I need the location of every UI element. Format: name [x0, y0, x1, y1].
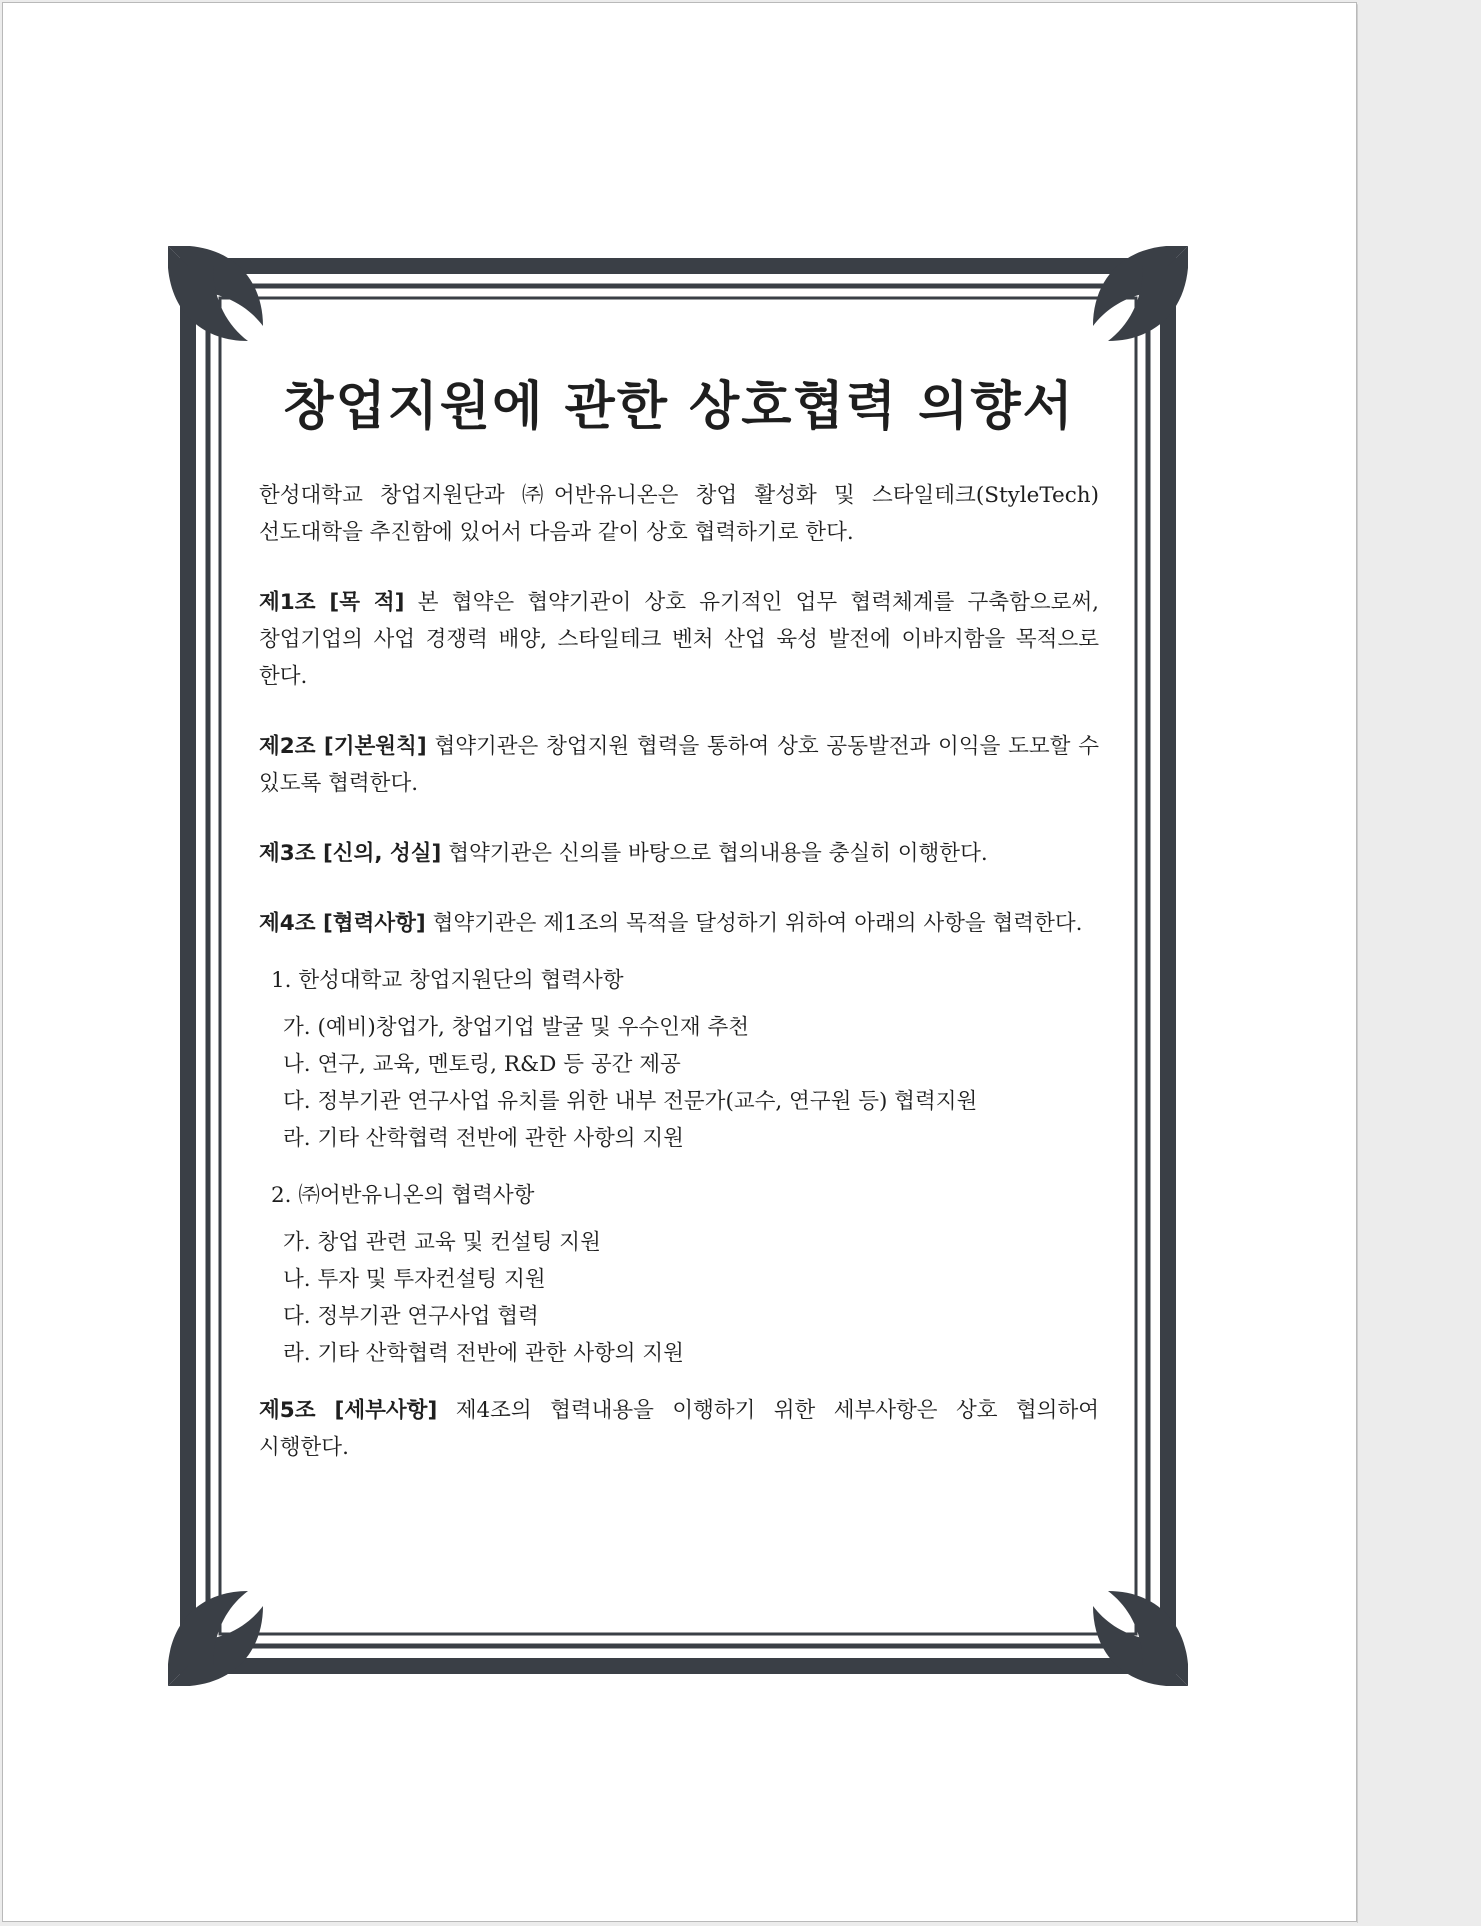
article-1-text: 본 협약은 협약기관이 상호 유기적인 업무 협력체계를 구축함으로써, 창업기업의 사업 경쟁력 배양, 스타일테크 벤처 산업 육성 발전에 이바지함을 목적으로 한다.	[259, 590, 1099, 689]
section-1-item: 가. (예비)창업가, 창업기업 발굴 및 우수인재 추천	[283, 1015, 750, 1040]
article-3-label: 제3조 [신의, 성실]	[259, 841, 442, 866]
intro-paragraph: 한성대학교 창업지원단과 ㈜어반유니온은 창업 활성화 및 스타일테크(StyleTech) 선도대학을 추진함에 있어서 다음과 같이 상호 협력하기로 한다.	[259, 483, 1099, 545]
section-2-item: 다. 정부기관 연구사업 협력	[283, 1304, 539, 1329]
section-1-item: 다. 정부기관 연구사업 유치를 위한 내부 전문가(교수, 연구원 등) 협력지원	[283, 1089, 978, 1114]
article-2-text: 협약기관은 창업지원 협력을 통하여 상호 공동발전과 이익을 도모할 수 있도록 협력한다.	[259, 734, 1099, 796]
article-1-label: 제1조 [목 적]	[259, 590, 405, 615]
section-2-item: 가. 창업 관련 교육 및 컨설팅 지원	[283, 1230, 601, 1255]
article-1	[259, 584, 1099, 695]
article-4	[259, 905, 1099, 942]
section-1-item: 라. 기타 산학협력 전반에 관한 사항의 지원	[283, 1126, 684, 1151]
section-2-item: 라. 기타 산학협력 전반에 관한 사항의 지원	[283, 1341, 684, 1366]
article-5-label: 제5조 [세부사항]	[259, 1398, 438, 1423]
article-5	[259, 1392, 1099, 1466]
document-title: 창업지원에 관한 상호협력 의향서	[283, 377, 1075, 437]
article-4-text: 협약기관은 제1조의 목적을 달성하기 위하여 아래의 사항을 협력한다.	[432, 911, 1083, 936]
section-2-items	[283, 1224, 1099, 1372]
section-2-heading: 2. ㈜어반유니온의 협력사항	[271, 1183, 535, 1208]
article-3-text: 협약기관은 신의를 바탕으로 협의내용을 충실히 이행한다.	[448, 841, 988, 866]
article-5-text: 제4조의 협력내용을 이행하기 위한 세부사항은 상호 협의하여 시행한다.	[259, 1398, 1099, 1460]
article-4-label: 제4조 [협력사항]	[259, 911, 426, 936]
document-body	[259, 375, 1099, 1499]
article-2-label: 제2조 [기본원칙]	[259, 734, 427, 759]
section-1-items	[283, 1009, 1099, 1157]
section-2-item: 나. 투자 및 투자컨설팅 지원	[283, 1267, 546, 1292]
article-2	[259, 728, 1099, 802]
section-1-item: 나. 연구, 교육, 멘토링, R&D 등 공간 제공	[283, 1052, 681, 1077]
section-1-heading: 1. 한성대학교 창업지원단의 협력사항	[271, 968, 624, 993]
document-page	[2, 2, 1357, 1922]
article-3	[259, 835, 1099, 872]
